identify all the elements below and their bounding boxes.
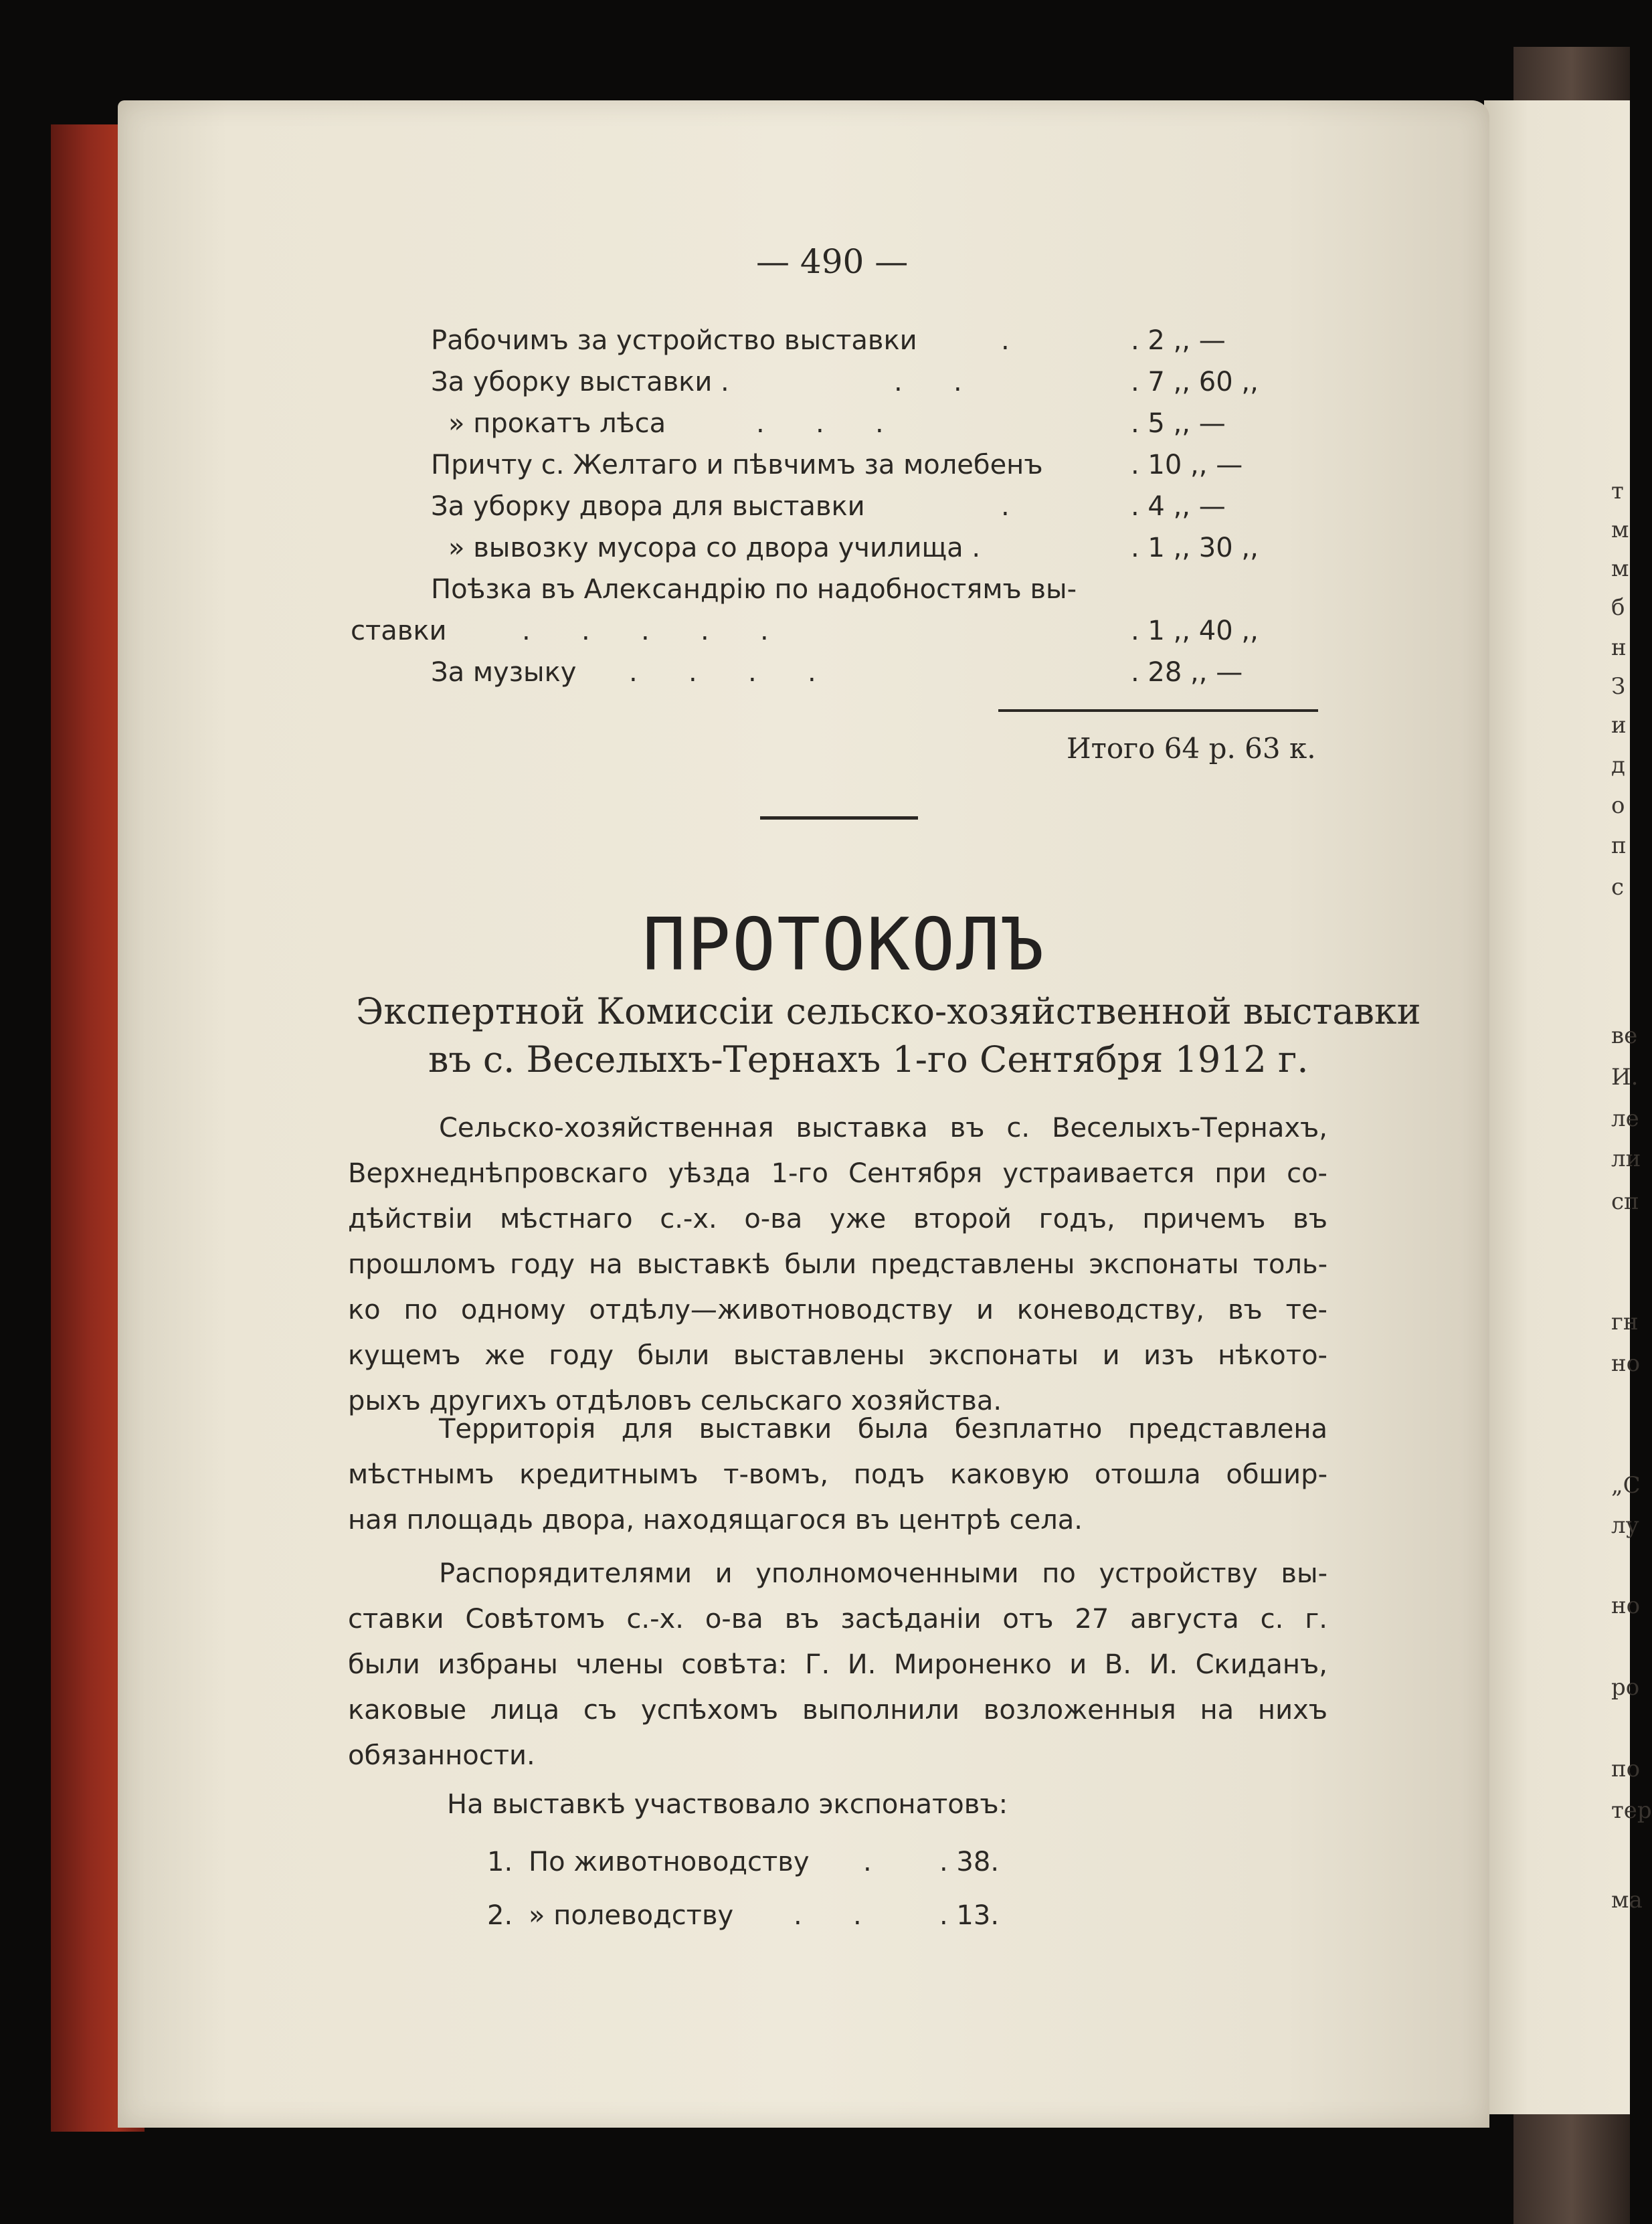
expense-label: Причту с. Желтаго и пѣвчимъ за молебенъ	[431, 450, 1043, 480]
right-page-fragment: но	[1611, 1592, 1641, 1619]
exhibit-number: 1.	[487, 1847, 513, 1877]
total-line: Итого 64 р. 63 к.	[1067, 732, 1316, 765]
right-page-fragment: сп	[1611, 1188, 1639, 1215]
right-page-fragment: б	[1611, 594, 1625, 621]
exhibits-intro: На выставкѣ участвовало экспонатовъ:	[447, 1789, 1008, 1820]
paragraph-line: ко по одному отдѣлу—животноводству и коневодству, въ те-	[348, 1295, 1327, 1325]
paragraph-line: мѣстнымъ кредитнымъ т-вомъ, подъ каковую отошла обшир-	[348, 1459, 1327, 1490]
expense-leaders: . .	[894, 367, 962, 397]
right-page-fragment: ма	[1611, 1887, 1643, 1914]
right-page-fragment: ро	[1611, 1674, 1640, 1701]
right-page-fragment: д	[1611, 752, 1625, 779]
expense-label: » вывозку мусора со двора училища .	[448, 533, 981, 563]
right-page-fragment: ле	[1611, 1105, 1639, 1132]
expense-label: Рабочимъ за устройство выставки	[431, 325, 917, 356]
paragraph-line: ставки Совѣтомъ с.-х. о-ва въ засѣданіи отъ 27 августа с. г.	[348, 1604, 1327, 1635]
expense-amount: . 2 ,, —	[1131, 325, 1226, 356]
paragraph-2	[348, 1406, 1327, 1543]
expense-amount: . 4 ,, —	[1131, 491, 1226, 522]
paragraph-line: Территорія для выставки была безплатно представлена	[439, 1414, 1327, 1445]
paragraph-line: Верхнеднѣпровскаго уѣзда 1-го Сентября устраивается при со-	[348, 1158, 1327, 1189]
expense-label: За музыку	[431, 657, 577, 688]
paragraph-3	[348, 1551, 1327, 1778]
right-page	[1484, 100, 1652, 2114]
exhibit-row	[0, 1900, 1338, 1938]
paragraph-line: Сельско-хозяйственная выставка въ с. Веселыхъ-Тернахъ,	[439, 1113, 1327, 1143]
exhibit-label: » полеводству	[529, 1900, 734, 1931]
expense-leaders: .	[1001, 325, 1010, 356]
paragraph-line: каковые лица съ успѣхомъ выполнили возложенныя на нихъ	[348, 1695, 1327, 1726]
right-page-fragment: лу	[1611, 1512, 1639, 1539]
expense-row	[0, 616, 1338, 653]
exhibit-leaders: .	[863, 1847, 872, 1877]
expense-row	[0, 533, 1338, 570]
right-page-fragment: ве	[1611, 1022, 1638, 1049]
right-page-fragment: гн	[1611, 1309, 1639, 1335]
expense-row	[0, 491, 1338, 529]
expense-leaders: . . . . .	[522, 616, 769, 646]
exhibit-leaders: . .	[794, 1900, 862, 1931]
paragraph-line: Распорядителями и уполномоченными по устройству вы-	[439, 1558, 1327, 1589]
right-page-fragment: и	[1611, 712, 1627, 739]
paragraph-line: дѣйствіи мѣстнаго с.-х. о-ва уже второй годъ, причемъ въ	[348, 1204, 1327, 1234]
expense-label: За уборку выставки .	[431, 367, 729, 397]
expense-row	[0, 657, 1338, 694]
paragraph-line: ная площадь двора, находящагося въ центрѣ села.	[348, 1505, 1083, 1536]
right-page-fragment: ли	[1611, 1145, 1641, 1172]
paragraph-line: рыхъ другихъ отдѣловъ сельскаго хозяйства.	[348, 1386, 1002, 1416]
total-rule	[998, 709, 1318, 712]
right-page-fragment: т	[1611, 478, 1624, 504]
expense-leaders: . . .	[756, 408, 884, 439]
paragraph-line: кущемъ же году были выставлены экспонаты и изъ нѣкото-	[348, 1340, 1327, 1371]
expense-amount: . 5 ,, —	[1131, 408, 1226, 439]
paragraph-line: обязанности.	[348, 1740, 535, 1771]
expense-amount: . 7 ,, 60 ,,	[1131, 367, 1259, 397]
expense-leaders: . . . .	[629, 657, 816, 688]
right-page-fragment: И.	[1611, 1064, 1639, 1091]
paragraph-1	[348, 1105, 1327, 1424]
right-page-fragment: с	[1611, 874, 1625, 901]
expense-row	[0, 408, 1338, 446]
expense-leaders: .	[1001, 491, 1010, 522]
right-page-fragment: п	[1611, 832, 1627, 859]
expense-row	[0, 325, 1338, 363]
right-page-fragment: н	[1611, 634, 1627, 661]
expense-label: ставки	[351, 616, 447, 646]
expense-amount: . 1 ,, 40 ,,	[1131, 616, 1259, 646]
right-page-fragment: м	[1611, 517, 1629, 543]
document-title: ПРОТОКОЛЪ	[642, 903, 1046, 987]
expense-row	[0, 574, 1338, 612]
right-page-fragment: но	[1611, 1350, 1641, 1377]
right-page-fragment: о	[1611, 792, 1625, 819]
expense-amount: . 10 ,, —	[1131, 450, 1243, 480]
expense-amount: . 1 ,, 30 ,,	[1131, 533, 1259, 563]
expense-label: За уборку двора для выставки	[431, 491, 865, 522]
expense-amount: . 28 ,, —	[1131, 657, 1243, 688]
paragraph-line: были избраны члены совѣта: Г. И. Мироненко и В. И. Скиданъ,	[348, 1649, 1327, 1680]
exhibit-number: 2.	[487, 1900, 513, 1931]
section-divider	[760, 816, 918, 820]
subtitle-line-2: въ с. Веселыхъ-Тернахъ 1-го Сентября 1912 г.	[428, 1038, 1309, 1081]
subtitle-line-1: Экспертной Комиссіи сельско-хозяйственной выставки	[356, 990, 1421, 1032]
page-number: — 490 —	[756, 242, 909, 281]
expense-row	[0, 450, 1338, 487]
right-page-fragment: З	[1611, 673, 1626, 700]
expense-row	[0, 367, 1338, 404]
exhibit-count: . 13.	[939, 1900, 1000, 1931]
right-page-fragment: по	[1611, 1756, 1641, 1782]
expense-label: Поѣзка въ Александрію по надобностямъ вы-	[431, 574, 1077, 605]
exhibit-label: По животноводству	[529, 1847, 810, 1877]
exhibit-row	[0, 1847, 1338, 1884]
exhibit-count: . 38.	[939, 1847, 1000, 1877]
expense-label: » прокатъ лѣса	[448, 408, 666, 439]
right-page-fragment: м	[1611, 555, 1629, 582]
paragraph-line: прошломъ году на выставкѣ были представлены экспонаты толь-	[348, 1249, 1327, 1280]
right-page-fragment: „С	[1611, 1472, 1641, 1499]
right-page-fragment: тер	[1611, 1797, 1652, 1824]
